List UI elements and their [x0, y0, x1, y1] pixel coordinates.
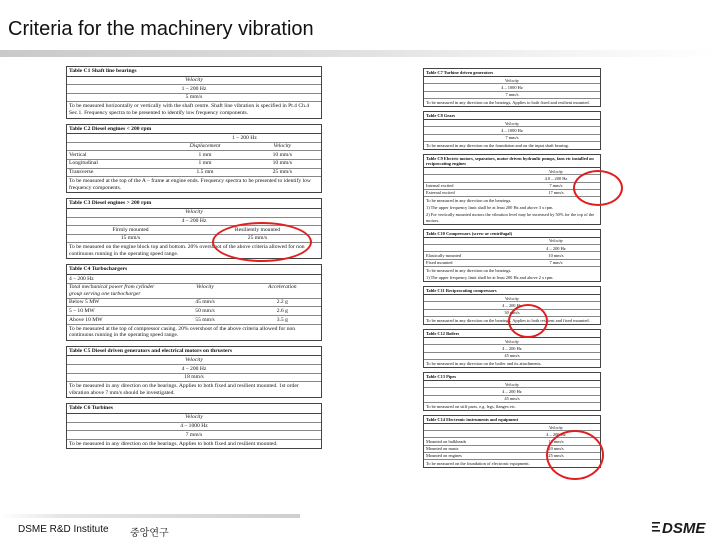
table-c2-diesel-engines-low-rpm: [66, 124, 322, 194]
velocity-header: Velocity: [505, 295, 519, 301]
table-title: Table C3 Diesel engines > 200 rpm: [67, 199, 321, 209]
table-cell: 45 mm/s: [195, 299, 215, 306]
table-cell: 7 mm/s: [549, 260, 563, 265]
table-row-label: Elastically mounted: [426, 252, 461, 258]
frequency-range: 4 – 200 Hz: [502, 388, 522, 394]
table-note: To be measured at the top of compressor casing. 20% overshoot of the above criteria allowed for non continuous running in the operating speed range.: [69, 325, 296, 339]
left-tables-column: [66, 66, 322, 454]
logo-text: DSME: [662, 520, 706, 536]
velocity-header: Velocity: [549, 238, 563, 244]
table-cell: 1 mm: [198, 151, 212, 158]
highlight-ellipse-c9: [573, 170, 623, 206]
table-c13-pipes: [423, 372, 601, 411]
resiliently-mounted-header: Resiliently mounted: [234, 226, 281, 233]
table-c4-turbochargers: [66, 264, 322, 340]
table-note: To be measured in any direction on the bearings.: [426, 198, 512, 203]
table-cell: 25 mm/s: [272, 169, 293, 176]
table-cell: 7 mm/s: [549, 183, 563, 189]
table-cell: 2.2 g: [276, 299, 288, 306]
title-divider: [0, 50, 720, 57]
table-cell: 12 mm/s: [548, 438, 564, 444]
table-cell: 2.6 g: [276, 307, 288, 314]
table-note: To be measured at the top of the A – frame at engine ends. Frequency spectra to be presented to identify low frequency components.: [69, 178, 311, 191]
frequency-range: 4 – 200 Hz: [546, 245, 566, 251]
table-cell: 17 mm/s: [548, 190, 564, 196]
slide-title: Criteria for the machinery vibration: [8, 18, 314, 40]
acceleration-header: Acceleration: [268, 284, 297, 291]
table-note: To be measured on the foundation of electronic equipment.: [426, 461, 530, 466]
frequency-range: 4 – 200 Hz: [546, 431, 566, 437]
table-title: Table C5 Diesel driven generators and electrical motors on thrusters: [67, 347, 321, 357]
footer-institute: DSME R&D Institute: [18, 524, 109, 535]
table-note: To be measured on stiff parts, e.g. legs, flanges etc.: [426, 403, 516, 409]
table-footnote: 1) The upper frequency limit shall be at least 200 Hz and above 3 x rpm.: [426, 205, 554, 211]
table-title: Table C6 Turbines: [67, 404, 321, 414]
table-row-label: Fixed mounted: [426, 260, 453, 265]
table-row-label: Transverse: [69, 169, 94, 176]
table-row-label: Mounted on engines: [426, 453, 462, 459]
table-c8-gears: [423, 111, 601, 150]
table-row-label: Internal excited: [426, 183, 454, 189]
table-title: Table C11 Reciprocating compressors: [424, 287, 600, 295]
dsme-logo: [652, 518, 714, 536]
power-header: Total mechanical power from cylinder group serving one turbocharger: [69, 284, 155, 297]
velocity-limit: 18 mm/s: [184, 374, 204, 381]
velocity-header: Velocity: [185, 77, 203, 84]
table-note: To be measured horizontally or vertically with the shaft centre. Shaft line vibration is specified in Pt.4 Ch.4 Sec.1. Frequency spectra to be presented to identify low frequency components.: [69, 103, 310, 116]
table-title: Table C7 Turbine driven generators: [424, 69, 600, 77]
table-c6-turbines: [66, 403, 322, 449]
table-row-label: Vertical: [69, 151, 87, 158]
velocity-limit: 7 mm/s: [505, 92, 519, 98]
velocity-header: Velocity: [185, 209, 203, 216]
velocity-header: Velocity: [505, 381, 519, 387]
table-title: Table C12 Boilers: [424, 330, 600, 338]
velocity-header: Velocity: [273, 143, 292, 150]
highlight-ellipse-c11: [508, 304, 548, 338]
velocity-limit: 7 mm/s: [185, 431, 203, 438]
table-cell: 10 mm/s: [548, 252, 564, 258]
table-title: Table C9 Electric motors, separators, motor driven hydraulic pumps, fans etc installed on reciprocating engines: [424, 155, 600, 168]
velocity-header: Velocity: [505, 338, 519, 344]
highlight-ellipse-c3: [212, 222, 312, 262]
frequency-range: 4 – 1000 Hz: [180, 423, 208, 430]
frequency-range: 4.0 – 200 Hz: [544, 175, 568, 181]
table-cell: 10 mm/s: [272, 160, 293, 167]
table-note: To be measured in any direction on the boiler and its attachments.: [426, 360, 542, 366]
table-c10-compressors: [423, 229, 601, 282]
table-c7-turbine-generators: [423, 68, 601, 107]
table-title: Table C8 Gears: [424, 112, 600, 120]
table-footnote: 1) The upper frequency limit shall be at least 200 Hz and above 2 x rpm.: [426, 274, 554, 280]
table-title: Table C14 Electronic instruments and equipment: [424, 416, 600, 424]
table-note: To be measured in any direction on the bearings. Applies to both resilient and fixed mounted.: [426, 317, 590, 323]
table-c5-diesel-generators: [66, 346, 322, 399]
table-note: To be measured in any direction on the bearings.: [426, 267, 512, 273]
firmly-mounted-header: Firmly mounted: [112, 226, 149, 233]
table-row-label: Longitudinal: [69, 160, 98, 167]
velocity-header: Velocity: [185, 414, 203, 421]
table-row-label: Below 5 MW: [69, 299, 100, 306]
velocity-header: Velocity: [185, 356, 203, 363]
velocity-header: Velocity: [505, 77, 519, 83]
table-row-label: Mounted on bulkheads: [426, 438, 467, 444]
frequency-range: 4 – 200 Hz: [181, 218, 207, 224]
table-note: To be measured in any direction on the bearings. Applies to both fixed and resilient mounted.: [426, 99, 590, 105]
table-row-label: Mounted on masts: [426, 446, 459, 452]
table-cell: 3.5 g: [276, 316, 288, 323]
table-note: To be measured in any direction on the foundation and on the input shaft bearing.: [426, 142, 569, 148]
frequency-range: 1 – 200 Hz: [232, 134, 257, 141]
frequency-range: 1 – 200 Hz: [181, 85, 207, 92]
table-cell: 55 mm/s: [195, 316, 215, 323]
velocity-limit: 30 mm/s: [504, 310, 520, 316]
table-title: Table C4 Turbochargers: [67, 265, 321, 275]
velocity-limit: 45 mm/s: [504, 353, 520, 359]
velocity-header: Velocity: [505, 120, 519, 126]
highlight-ellipse-c14: [546, 430, 604, 480]
displacement-header: Displacement: [189, 143, 221, 150]
table-row-label: Above 10 MW: [69, 316, 103, 323]
velocity-header: Velocity: [196, 284, 214, 291]
table-note: To be measured in any direction on the bearings. Applies to both fixed and resilient mounted.: [69, 440, 278, 447]
table-c12-boilers: [423, 329, 601, 368]
frequency-range: 4 – 200 Hz: [181, 365, 207, 372]
velocity-limit: 5 mm/s: [185, 94, 203, 101]
velocity-header: Velocity: [549, 168, 563, 174]
table-cell: 1.5 mm: [196, 169, 214, 176]
table-cell: 20 mm/s: [548, 446, 564, 452]
table-footnote: 2) For vertically mounted motors the vibration level may be increased by 50% for the top of the motors.: [426, 212, 595, 223]
table-note: To be measured in any direction on the bearings. Applies to both fixed and resilient mounted. 1st order vibration above 7 mm/s should be investigated.: [69, 383, 299, 396]
table-note: To be measured on the engine block top and bottom. 20% overshoot of the above criteria allowed for non continuous running in the operating speed range.: [69, 244, 305, 257]
frequency-range: 4 – 200 Hz: [69, 275, 94, 282]
table-title: Table C2 Diesel engines < 200 rpm: [67, 125, 321, 135]
frequency-range: 4 – 200 Hz: [502, 302, 522, 308]
table-cell: 1 mm: [198, 160, 212, 167]
right-tables-column: [423, 68, 601, 472]
table-cell: 10 mm/s: [272, 151, 293, 158]
table-title: Table C10 Compressors (screw or centrifugal): [424, 230, 600, 238]
table-title: Table C1 Shaft line bearings: [67, 67, 321, 77]
velocity-limit: 7 mm/s: [505, 135, 519, 140]
table-cell: 25 mm/s: [247, 235, 268, 242]
frequency-range: 4 – 200 Hz: [502, 345, 522, 351]
footer-divider: [0, 514, 300, 518]
table-cell: 25 mm/s: [548, 453, 564, 459]
table-title: Table C13 Pipes: [424, 373, 600, 381]
velocity-limit: 45 mm/s: [504, 396, 520, 401]
velocity-header: Velocity: [549, 424, 563, 430]
table-cell: 50 mm/s: [195, 307, 215, 314]
table-row-label: External excited: [426, 190, 455, 196]
table-row-label: 5 – 10 MW: [69, 307, 95, 314]
frequency-range: 4 – 1000 Hz: [501, 84, 523, 90]
frequency-range: 4 – 1000 Hz: [501, 127, 523, 133]
footer-korean-label: 중앙연구: [130, 528, 169, 539]
table-c1-shaft-line-bearings: [66, 66, 322, 119]
table-cell: 15 mm/s: [120, 235, 141, 242]
